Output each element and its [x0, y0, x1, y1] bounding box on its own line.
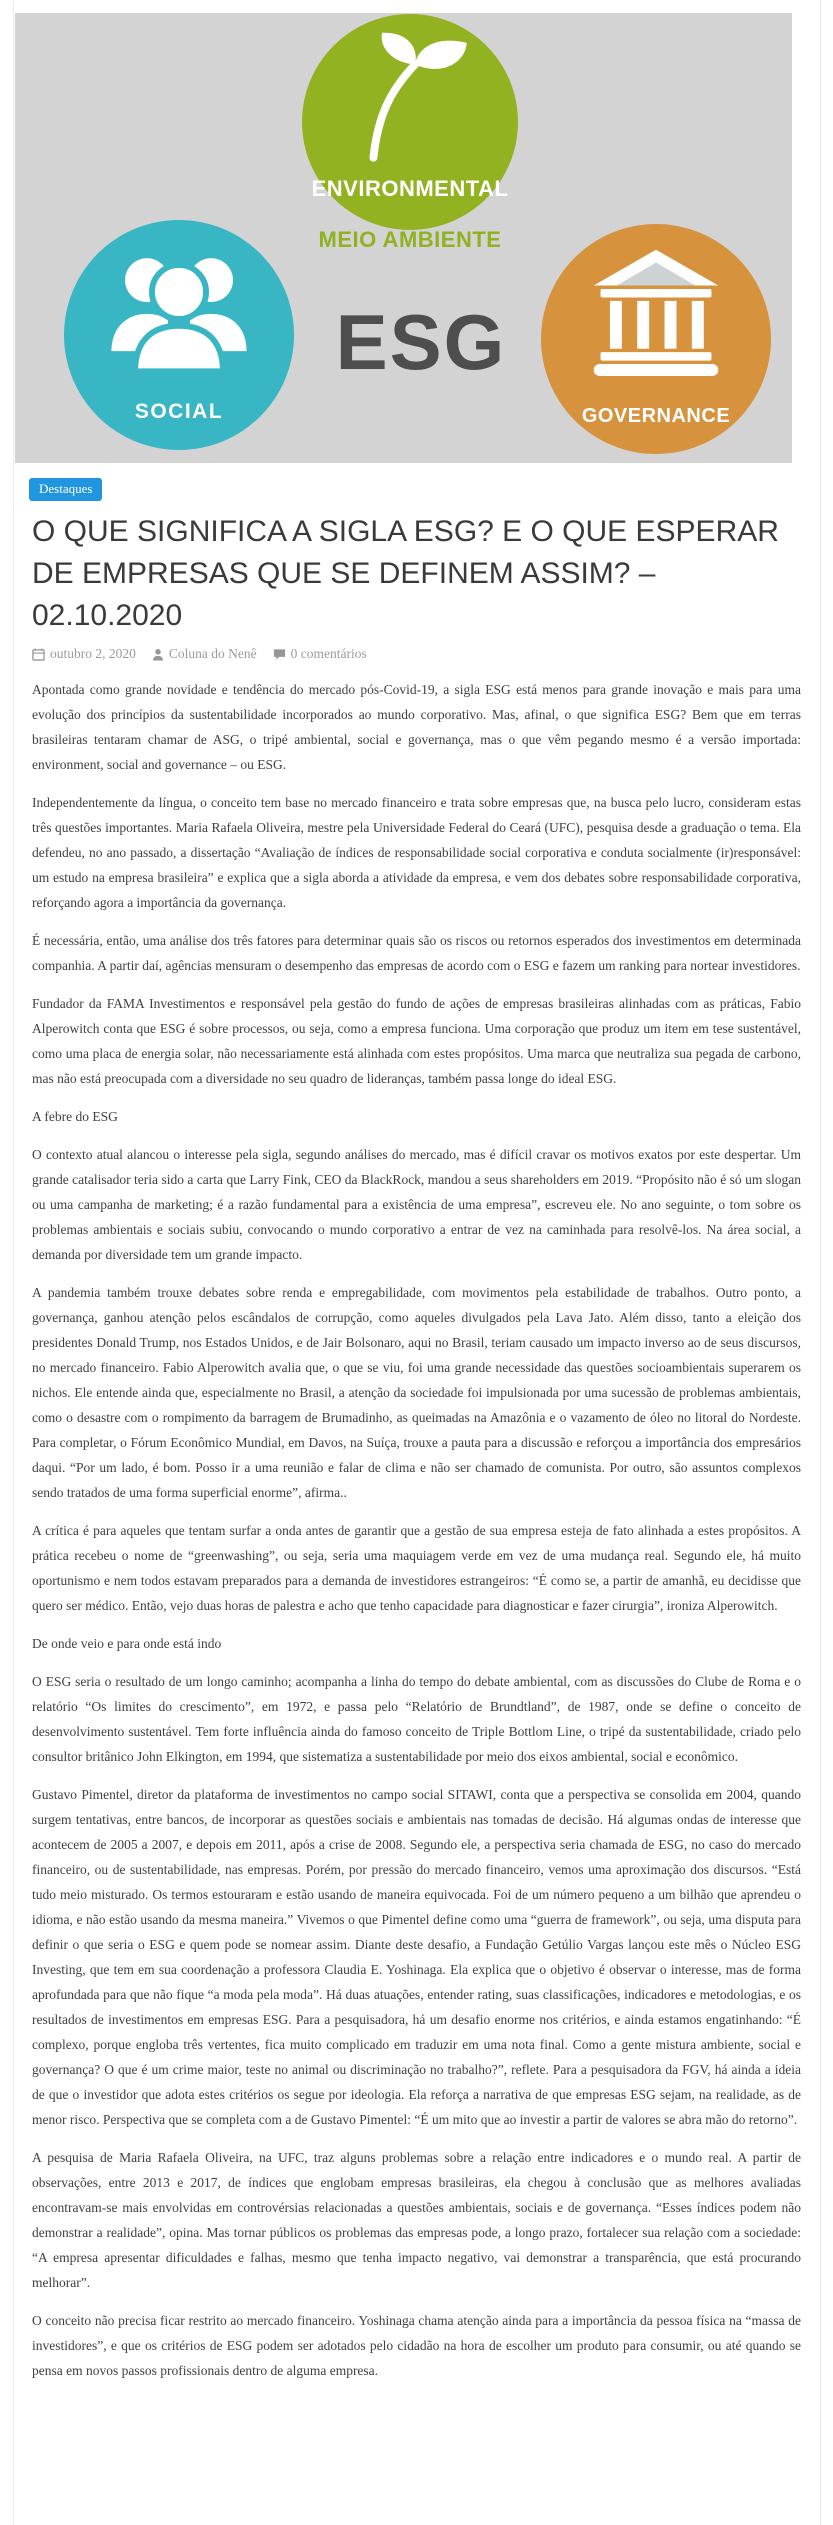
subheading-a-febre-do-esg: A febre do ESG [32, 1109, 118, 1124]
people-group-icon [64, 244, 294, 372]
subheading-de-onde-veio: De onde veio e para onde está indo [32, 1636, 222, 1651]
paragraph: Fundador da FAMA Investimentos e responsável pela gestão do fundo de ações de empresas brasileiras alinhadas com as práticas, Fabio Alperowitch conta que ESG é sobre processos, ou seja, como a empresa funciona. Uma corporação que produz um item em tese sustentável, como uma placa de energia solar, não necessariamente está alinhada com estes propósitos. Uma marca que neutraliza sua pegada de carbono, mas não está preocupada com a diversidade no seu quadro de lideranças, também passa longe do ideal ESG. [32, 996, 801, 1086]
social-circle [64, 220, 294, 450]
comment-bubble-icon [273, 648, 291, 661]
article-content [14, 463, 820, 2406]
post-comments-label: 0 comentários [290, 646, 367, 661]
post-title: O QUE SIGNIFICA A SIGLA ESG? E O QUE ESPERAR DE EMPRESAS QUE SE DEFINEM ASSIM? – 02.10.2020 [32, 515, 779, 632]
social-label: SOCIAL [134, 400, 224, 423]
category-badge-destaques[interactable]: Destaques [29, 478, 102, 501]
paragraph: Apontada como grande novidade e tendência do mercado pós-Covid-19, a sigla ESG está menos para grande inovação e mais para uma evolução dos princípios da sustentabilidade incorporados ao mundo corporativo. Mas, afinal, o que significa ESG? Bem que em terras brasileiras tentaram chamar de ASG, o tripé ambiental, social e governança, mas o que vêm pegando mesmo é a versão importada: environment, social and governance – ou ESG. [32, 682, 801, 772]
post-comments[interactable] [273, 646, 367, 662]
esg-hero-image [15, 13, 792, 463]
post-date-label: outubro 2, 2020 [50, 646, 136, 661]
paragraph: A pesquisa de Maria Rafaela Oliveira, na UFC, traz alguns problemas sobre a relação entre indicadores e o mundo real. A partir de observações, entre 2013 e 2017, de índices que englobam empresas brasileiras, ela chegou à conclusão que as melhores avaliadas encontravam-se mais envolvidas em controvérsias relacionadas a questões ambientais, sociais e de governança. “Esses índices podem não demonstrar a realidade”, opina. Mas tornar públicos os problemas das empresas pode, a longo prazo, fortalecer sua relação com a sociedade: “A empresa apresentar dificuldades e falhas, mesmo que tenha impacto negativo, vai demonstrar a transparência, que está procurando melhorar”. [32, 2150, 801, 2290]
paragraph: Independentemente da língua, o conceito tem base no mercado financeiro e trata sobre empresas que, na busca pelo lucro, consideram estas três questões importantes. Maria Rafaela Oliveira, mestre pela Universidade Federal do Ceará (UFC), pesquisa desde a graduação o tema. Ela defendeu, no ano passado, a dissertação “Avaliação de índices de responsabilidade social corporativa e conduta socialmente (ir)responsável: um estudo na empresa brasileira” e explica que a sigla aborda a atividade da empresa, e vem dos debates sobre responsabilidade corporativa, reforçando agora a importância da governança. [32, 795, 801, 910]
paragraph: Gustavo Pimentel, diretor da plataforma de investimentos no campo social SITAWI, conta que a perspectiva se consolida em 2004, quando surgem tentativas, entre bancos, de incorporar as questões sociais e ambientais nas tomadas de decisão. Há algumas ondas de interesse que acontecem de 2005 a 2007, e depois em 2011, após a crise de 2008. Segundo ele, a perspectiva seria chamada de ESG, no caso do mercado financeiro, ou de sustentabilidade, nas empresas. Porém, por pressão do mercado financeiro, vemos uma aproximação dos discursos. “Está tudo meio misturado. Os termos estouraram e estão usando de maneira equivocada. Foi de um número pequeno a um bilhão que aprendeu o idioma, e não estão usando da mesma maneira.” Vivemos o que Pimentel define como uma “guerra de framework”, ou seja, uma disputa para definir o que seria o ESG e quem pode se nomear assim. Diante deste desafio, a Fundação Getúlio Vargas lançou este mês o Núcleo ESG Investing, que tem em sua coordenação a professora Claudia E. Yoshinaga. Ela explica que o objetivo é observar o interesse, mas de forma aprofundada para que não fique “a moda pela moda”. Há duas atuações, entender rating, suas classificações, indicadores e metodologias, e os resultados de investimentos em empresas ESG. Para a pesquisadora, há um desafio enorme nos critérios, e ainda estamos engatinhando: “É complexo, porque engloba três vertentes, fica muito complicado em traduzir em uma nota final. Como a gente mistura ambiente, social e governança? O que é um crime maior, teste no animal ou discriminação no trabalho?”, reflete. Para a pesquisadora da FGV, há ainda a ideia de que o investidor que adota estes critérios os segue por ideologia. Ela reforça a narrativa de que empresas ESG sejam, na realidade, as de menor risco. Perspectiva que se completa com a de Gustavo Pimentel: “É um mito que ao investir a partir de valores se abra mão do retorno”. [32, 1787, 801, 2127]
paragraph: O contexto atual alancou o interesse pela sigla, segundo análises do mercado, mas é difícil cravar os motivos exatos por este despertar. Um grande catalisador teria sido a carta que Larry Fink, CEO da BlackRock, mandou a seus shareholders em 2019. “Propósito não é só um slogan ou uma campanha de marketing; é a razão fundamental para a existência de uma empresa”, escreveu ele. No ano seguinte, o tom sobre os problemas ambientais e sociais subiu, convocando o mundo corporativo a entrar de vez na caminhada para resolvê-los. Na área social, a demanda por diversidade tem um grande impacto. [32, 1147, 801, 1262]
calendar-icon [32, 648, 50, 661]
article-card [13, 0, 821, 2525]
plant-sprout-icon [302, 30, 518, 162]
person-icon [152, 648, 169, 661]
paragraph: É necessária, então, uma análise dos três fatores para determinar quais são os riscos ou retornos esperados dos investimentos em determinada companhia. A partir daí, agências mensuram o desempenho das empresas de acordo com o ESG e fazem um ranking para nortear investidores. [32, 933, 801, 973]
paragraph: A crítica é para aqueles que tentam surfar a onda antes de garantir que a gestão de sua empresa esteja de fato alinhada a estes propósitos. A prática recebeu o nome de “greenwashing”, ou seja, seria uma maquiagem verde em vez de uma mudança real. Segundo ele, há muito oportunismo e nem todos estavam preparados para a demanda de investidores estrangeiros: “É como se, a partir de amanhã, eu decidisse que quero ser médico. Então, vejo duas horas de palestra e acho que tenho capacidade para diagnosticar e fazer cirurgia”, ironiza Alperowitch. [32, 1523, 801, 1613]
post-author-label: Coluna do Nenê [168, 646, 257, 661]
bank-building-icon [541, 248, 771, 376]
environmental-label: ENVIRONMENTAL [311, 176, 509, 201]
post-author[interactable] [152, 646, 257, 662]
environmental-circle [302, 14, 518, 230]
post-date [32, 646, 136, 662]
governance-label: GOVERNANCE [581, 405, 731, 427]
paragraph: A pandemia também trouxe debates sobre renda e empregabilidade, com movimentos pela estabilidade de trabalhos. Outro ponto, a governança, ganhou atenção pelos escândalos de corrupção, como aqueles divulgados pela Lava Jato. Além disso, tanto a eleição dos presidentes Donald Trump, nos Estados Unidos, e de Jair Bolsonaro, aqui no Brasil, teriam causado um impacto inverso ao de seus discursos, no mercado financeiro. Fabio Alperowitch avalia que, o que se viu, foi uma grande necessidade das questões socioambientais superarem os nichos. Ele entende ainda que, especialmente no Brasil, a atenção da sociedade foi impulsionada por uma sucessão de problemas ambientais, como o desastre com o rompimento da barragem de Brumadinho, as queimadas na Amazônia e o vazamento de óleo no litoral do Nordeste. Para completar, o Fórum Econômico Mundial, em Davos, na Suíça, trouxe a pauta para a discussão e reforçou a importância dos empresários daqui. “Por um lado, é bom. Posso ir a uma reunião e falar de clima e não ser chamado de comunista. Por outro, são assuntos complexos sendo tratados de uma forma superficial enorme”, afirma.. [32, 1285, 801, 1500]
paragraph: O conceito não precisa ficar restrito ao mercado financeiro. Yoshinaga chama atenção ainda para a importância da pessoa física na “massa de investidores”, e que os critérios de ESG podem ser adotados pelo cidadão na hora de escolher um produto para consumir, ou até quando se pensa em novos passos profissionais dentro de alguma empresa. [32, 2313, 801, 2378]
meio-ambiente-label: MEIO AMBIENTE [318, 227, 502, 252]
post-meta [32, 646, 801, 662]
paragraph: O ESG seria o resultado de um longo caminho; acompanha a linha do tempo do debate ambiental, com as discussões do Clube de Roma e o relatório “Os limites do crescimento”, em 1972, e passa pelo “Relatório de Brundtland”, de 1987, onde se define o conceito de desenvolvimento sustentável. Tem forte influência ainda do famoso conceito de Triple Bottlom Line, o tripé da sustentabilidade, criado pelo consultor britânico John Elkington, em 1994, que sistematiza a sustentabilidade por meio dos eixos ambiental, social e econômico. [32, 1674, 801, 1764]
article-body [32, 677, 801, 2406]
governance-circle [541, 224, 771, 454]
esg-wordmark: ESG [335, 298, 507, 386]
